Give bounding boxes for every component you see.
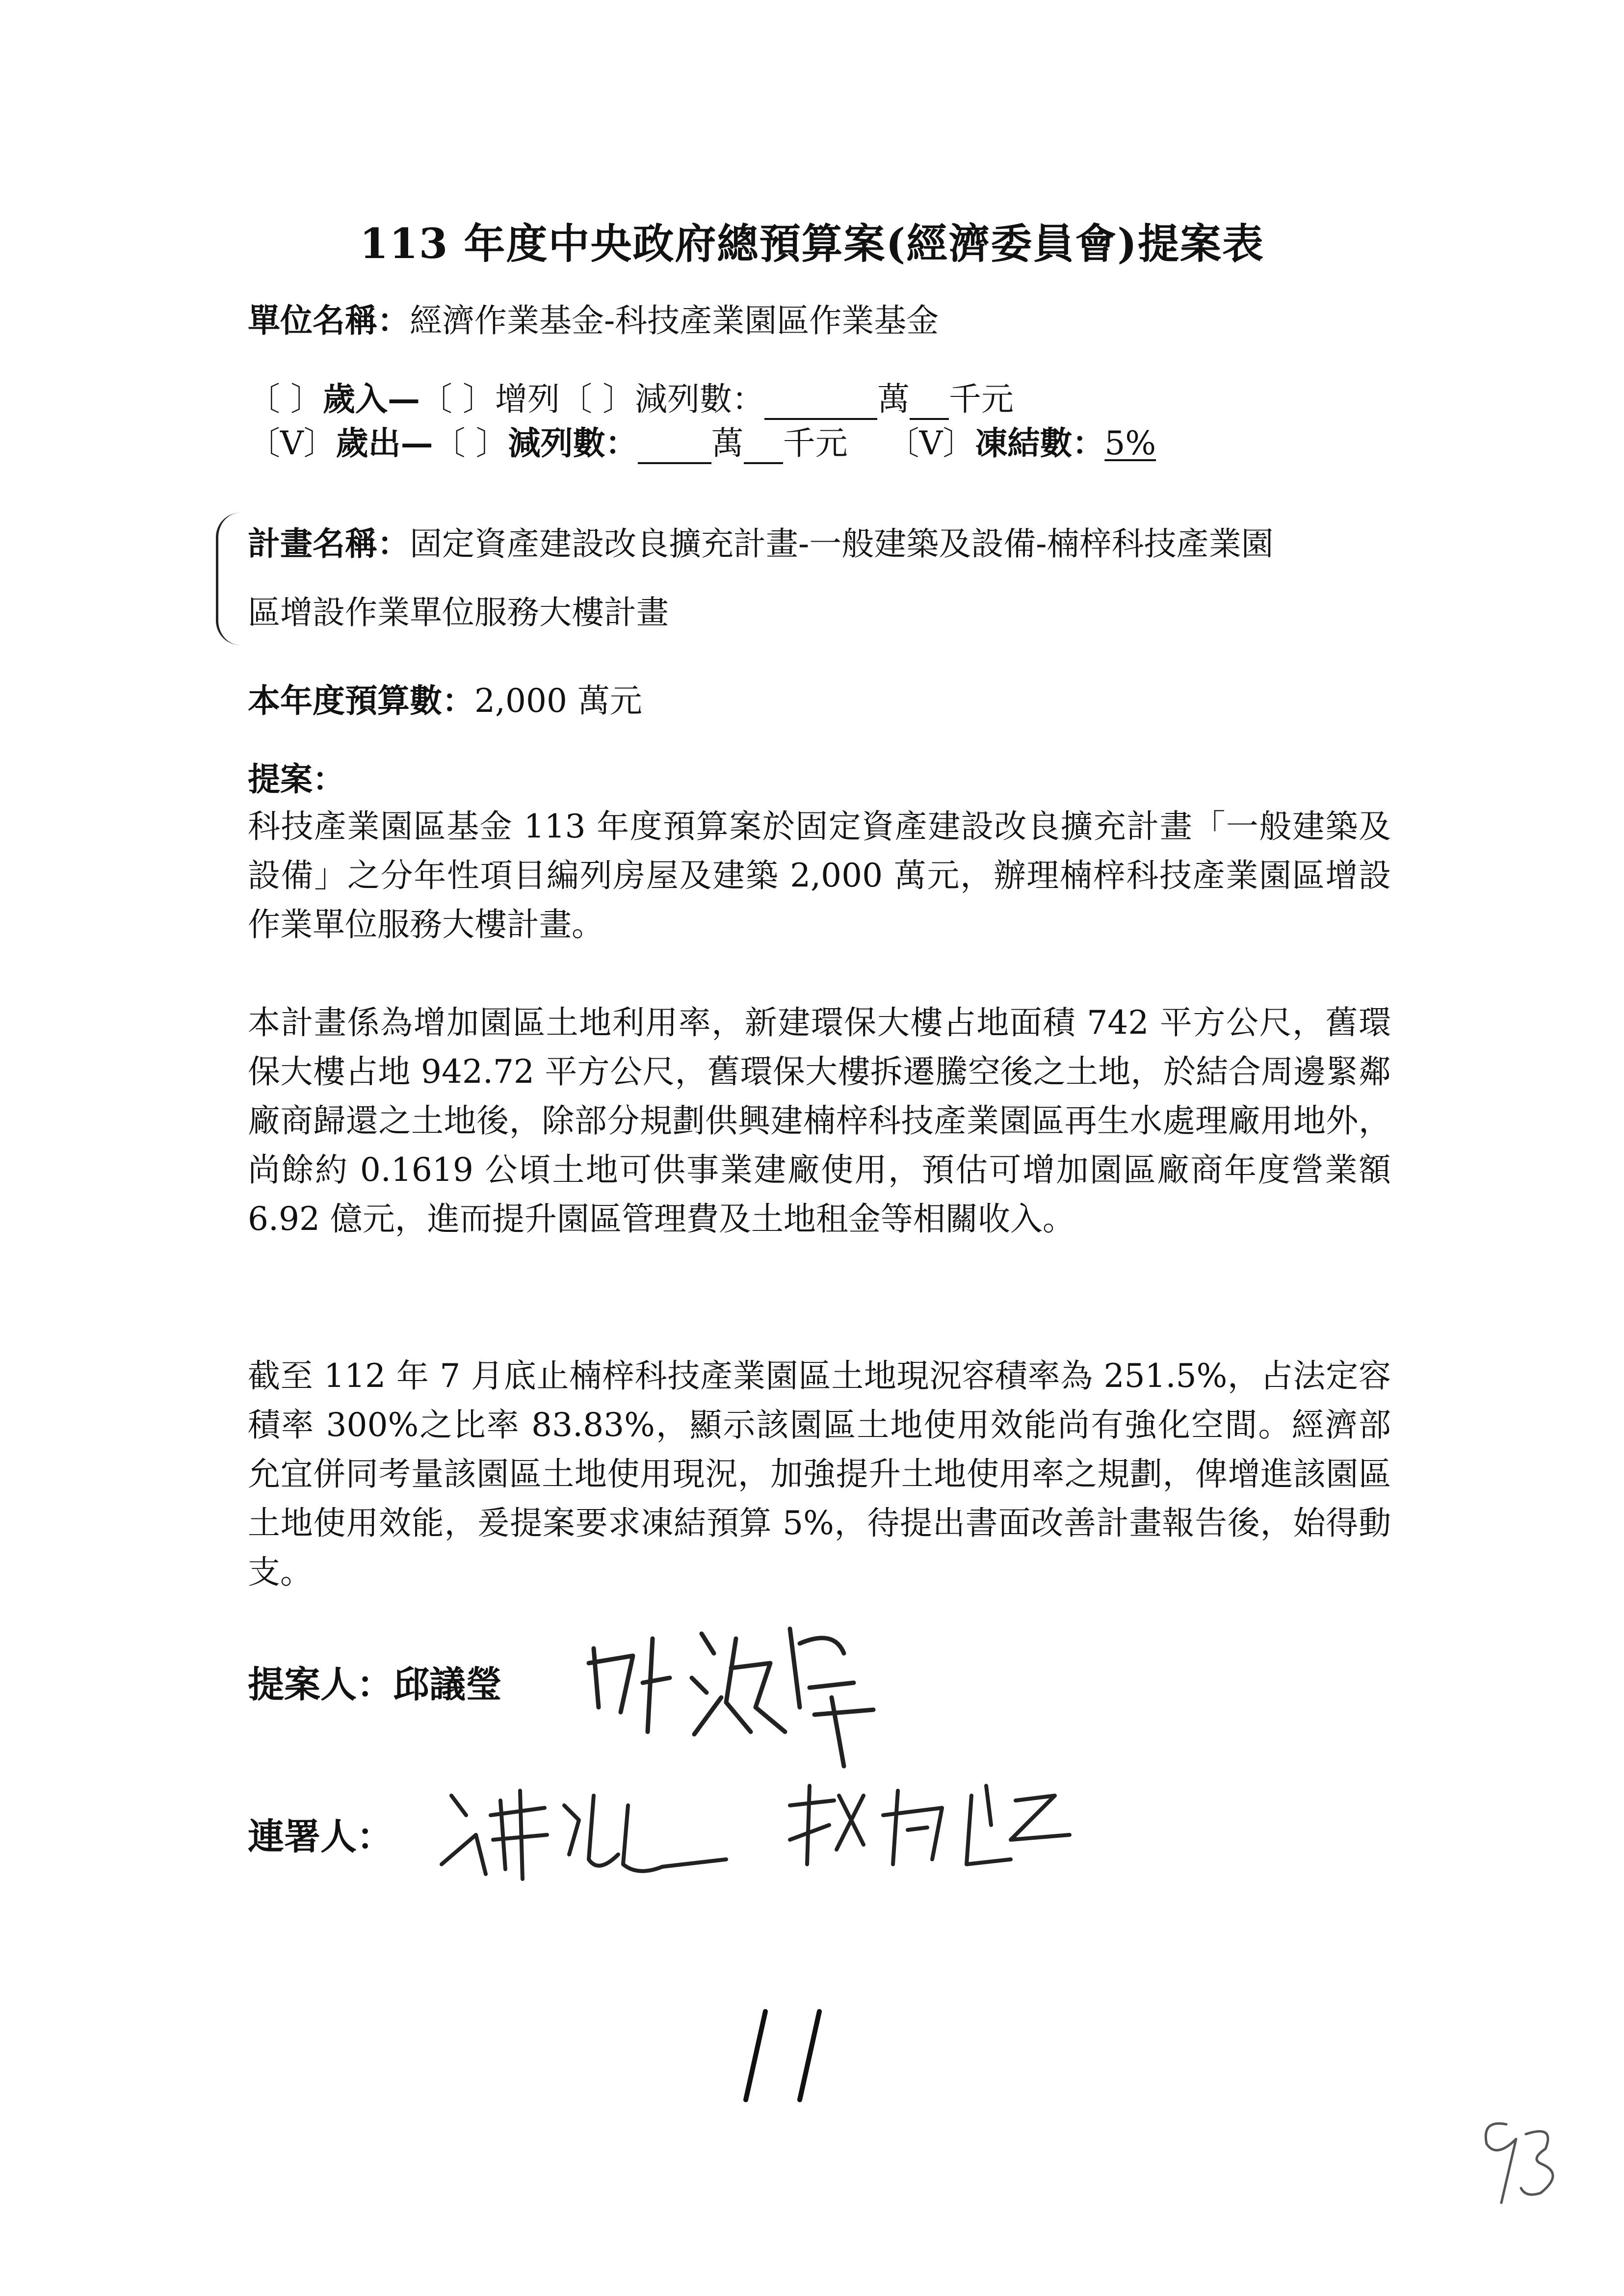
plan-row-2 — [248, 586, 669, 633]
revenue-wan-unit: 萬 — [877, 380, 910, 418]
expense-row — [248, 417, 1156, 464]
freeze-checkbox: 〔V〕 — [887, 424, 975, 462]
plan-name-line-1: 固定資產建設改良擴充計畫-一般建築及設備-楠梓科技產業園 — [410, 525, 1274, 563]
plan-name-line-2: 區增設作業單位服務大樓計畫 — [248, 594, 669, 631]
revenue-increase-label: 增列 — [495, 380, 560, 418]
freeze-value: 5% — [1104, 424, 1156, 462]
proposer-row — [248, 1656, 502, 1708]
revenue-increase-checkbox: 〔 〕 — [419, 380, 495, 418]
revenue-decrease-checkbox: 〔 〕 — [559, 380, 635, 418]
plan-bracket — [216, 513, 248, 645]
handwritten-page-number — [1467, 2110, 1585, 2210]
proposer-signature — [579, 1609, 893, 1778]
expense-wan-blank — [638, 424, 711, 464]
revenue-label: 歲入— — [322, 380, 420, 418]
budget-row — [248, 675, 642, 721]
expense-qian-unit: 千元 — [783, 424, 848, 462]
expense-label: 歲出— — [336, 424, 433, 462]
budget-value: 2,000 萬元 — [474, 682, 642, 720]
document-title: 113 年度中央政府總預算案(經濟委員會)提案表 — [359, 219, 1265, 268]
proposer-name: 邱議瑩 — [393, 1664, 502, 1706]
budget-label: 本年度預算數： — [248, 681, 474, 720]
revenue-decrease-label: 減列數： — [634, 380, 764, 418]
expense-qian-blank — [744, 424, 783, 464]
proposer-label: 提案人： — [248, 1664, 393, 1706]
expense-wan-unit: 萬 — [711, 424, 744, 462]
revenue-qian-blank — [910, 380, 949, 420]
proposal-paragraph-1: 科技產業園區基金 113 年度預算案於固定資產建設改良擴充計畫「一般建築及設備」之分年性項目編列房屋及建築 2,000 萬元，辦理楠梓科技產業園區增設作業單位服務大樓計畫。 — [248, 808, 1391, 943]
unit-name-row — [248, 294, 939, 341]
freeze-label: 凍結數： — [975, 424, 1105, 462]
plan-name-label: 計畫名稱： — [248, 524, 410, 563]
revenue-checkbox: 〔 〕 — [248, 380, 323, 418]
expense-checkbox: 〔V〕 — [248, 424, 336, 462]
unit-name-value: 經濟作業基金-科技產業園區作業基金 — [410, 302, 939, 339]
handwritten-number — [731, 2002, 849, 2112]
proposal-paragraph-2: 本計畫係為增加園區土地利用率，新建環保大樓占地面積 742 平方公尺，舊環保大樓占地 942.72 平方公尺，舊環保大樓拆遷騰空後之土地，於結合周邊緊鄰廠商歸還之土地後，除部分規劃供興建楠梓科技產業園區再生水處理廠用地外，尚餘約 0.1619 公頃土地可供事業建廠使用，預估可增加園區廠商年度營業額 6.92 億元，進而提升園區管理費及土地租金等相關收入。 — [248, 1004, 1391, 1238]
expense-decrease-label: 減列數： — [508, 424, 638, 462]
revenue-row — [248, 373, 1014, 420]
unit-name-label: 單位名稱： — [248, 301, 410, 339]
expense-decrease-checkbox: 〔 〕 — [433, 424, 508, 462]
plan-row-1 — [248, 518, 1274, 564]
revenue-qian-unit: 千元 — [948, 380, 1014, 418]
revenue-wan-blank — [764, 380, 877, 420]
cosigner-label: 連署人： — [248, 1816, 393, 1858]
cosigner-signature-1 — [432, 1761, 736, 1891]
proposal-paragraph-3: 截至 112 年 7 月底止楠梓科技產業園區土地現況容積率為 251.5%，占法定容積率 300%之比率 83.83%，顯示該園區土地使用效能尚有強化空間。經濟部允宜併同考量該園區土地使用現況，加強提升土地使用率之規劃，俾增進該園區土地使用效能，爰提案要求凍結預算 5%，待提出書面改善計畫報告後，始得動支。 — [248, 1357, 1391, 1591]
proposal-label: 提案： — [248, 760, 345, 798]
cosigner-signature-2 — [780, 1766, 1084, 1886]
